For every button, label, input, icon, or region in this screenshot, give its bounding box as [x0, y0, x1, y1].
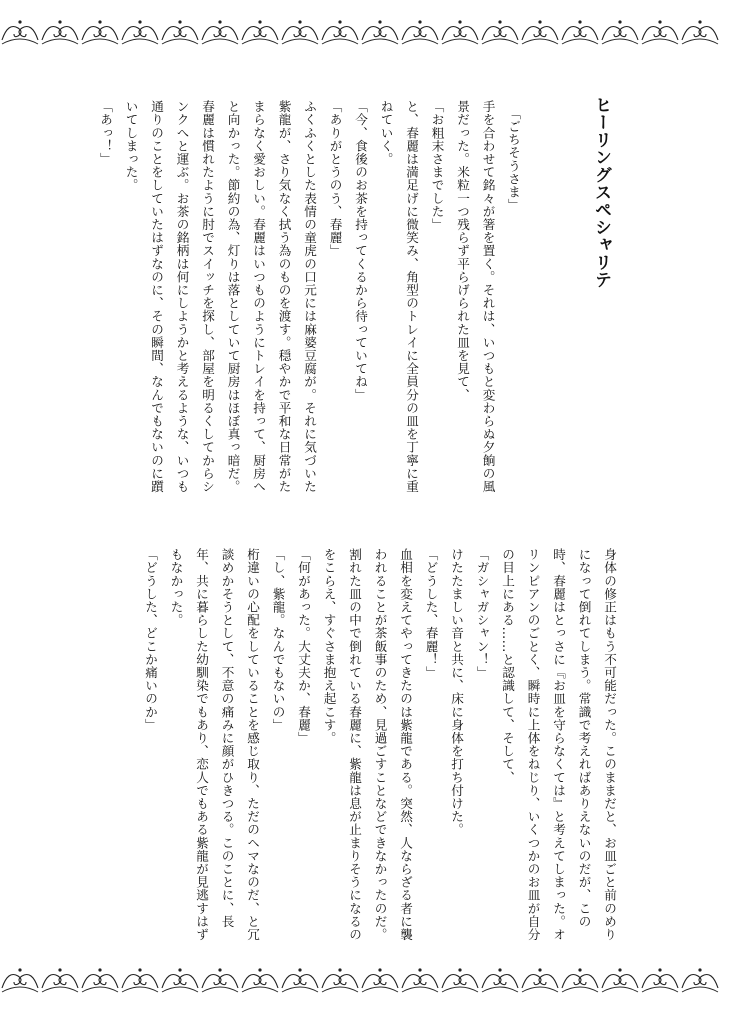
lower-text-block [92, 548, 622, 952]
paragraph: 「し、紫龍。なんでもないの」 [270, 548, 286, 732]
paragraph: ふくふくとした表情の童虎の口元には麻婆豆腐が。それに気づいた紫龍が、さり気なく拭う為のものを渡す。穏やかで平和な日常がたまらなく愛おしい。春麗はいつものようにトレイを持って、厨房へと向かった。節約の為、灯りは落としていて厨房はほぼ真っ暗だ。春麗は慣れたように肘でスイッチを探し、部屋を明るくしてからシンクへと運ぶ。お茶の銘柄は何にしようかと考えるような、いつも通りのことをしていたはずなのに、その瞬間、なんでもないのに躓いてしまった。 [123, 100, 317, 493]
paragraph: 「何があった。大丈夫か、春麗」 [296, 548, 311, 745]
story-title: ヒーリングスペシャリテ [591, 96, 611, 289]
paragraph: 「ごちそうさま」 [506, 100, 521, 212]
paragraph: 「どうした、春麗！」 [423, 548, 439, 679]
bottom-ornament-border [0, 962, 730, 1002]
paragraph: 「あっ！」 [98, 100, 113, 166]
paragraph: と、春麗は満足げに微笑み、角型のトレイに全員分の皿を丁寧に重ねていく。 [378, 100, 419, 493]
paragraph: 血相を変えてやってきたのは紫龍である。突然、人ならざる者に襲われることが茶飯事のため、見過ごすことなどできなかったのだ。割れた皿の中で倒れている春麗に、紫龍は息が止まりそうになるのをこらえ、すぐさま抱え起こす。 [321, 548, 413, 941]
top-ornament-border [0, 14, 730, 54]
paragraph: 「ガシャガシャン！」 [474, 548, 490, 679]
paragraph: 「ありがとうのう、春麗」 [327, 100, 343, 258]
paragraph: 「お粗末さまでした」 [429, 100, 445, 231]
paragraph: けたたましい音と共に、床に身体を打ち付けた。 [449, 548, 464, 837]
paragraph: 身体の修正はもう不可能だった。このままだと、お皿ごと前のめりになって倒れてしまう。常識で考えればありえないのだが、この時、春麗はとっさに『お皿を守らなくては』と考えてしまった。オリンピアンのごとく、瞬時に上体をねじり、いくつかのお皿が自分の目上にある……と認識して、そして、 [500, 548, 617, 941]
upper-text-block [92, 100, 526, 504]
paragraph: 「どうした、どこか痛いのか」 [143, 548, 158, 732]
paragraph: 桁違いの心配をしていることを感じ取り、ただのヘマなのだ、と冗談めかそうとして、不意の痛みに顔がひきつる。このことに、長年、共に暮らした幼馴染でもあり、恋人でもある紫龍が見逃すはずもなかった。 [168, 548, 260, 941]
paragraph: 手を合わせて銘々が箸を置く。それは、いつもと変わらぬ夕餉の風景だった。米粒一つ残らず平らげられた皿を見て、 [455, 100, 496, 493]
paragraph: 「今、食後のお茶を持ってくるから待っていてね」 [353, 100, 368, 402]
